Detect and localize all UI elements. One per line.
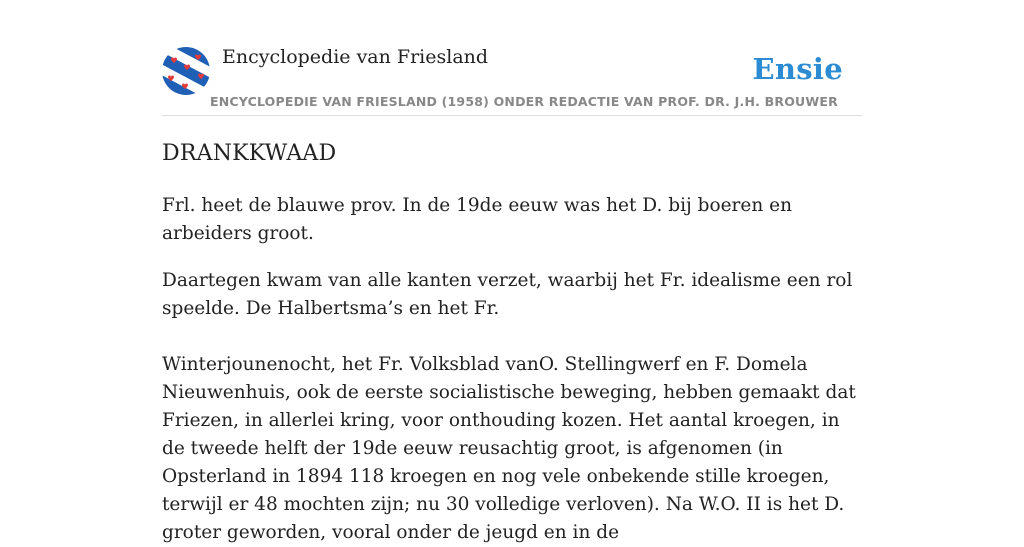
header-divider	[162, 115, 862, 116]
article-paragraph-2: Daartegen kwam van alle kanten verzet, waarbij het Fr. idealisme een rol speelde. De Halbertsma’s en het Fr.	[162, 270, 853, 319]
article-paragraph-1: Frl. heet de blauwe prov. In de 19de eeuw was het D. bij boeren en arbeiders groot.	[162, 195, 792, 244]
entry-title: DRANKKWAAD	[162, 141, 337, 166]
frisian-flag-icon[interactable]	[162, 47, 210, 95]
site-title[interactable]: Encyclopedie van Friesland	[222, 46, 489, 68]
ensie-logo[interactable]: Ensie	[752, 52, 843, 86]
encyclopedia-subtitle[interactable]: ENCYCLOPEDIE VAN FRIESLAND (1958) ONDER REDACTIE VAN PROF. DR. J.H. BROUWER	[210, 94, 838, 109]
article-paragraph-3: Winterjounenocht, het Fr. Volksblad vanO. Stellingwerf en F. Domela Nieuwenhuis, ook de eerste socialistische beweging, hebben gemaakt dat Friezen, in allerlei kring, voor onthouding kozen. Het aantal kroegen, in de tweede helft der 19de eeuw reusachtig groot, is afgenomen (in Opsterland in 1894 118 kroegen en nog vele onbekende stille kroegen, terwijl er 48 mochten zijn; nu 30 volledige verloven). Na W.O. II is het D. groter geworden, vooral onder de jeugd en in de	[162, 354, 856, 543]
